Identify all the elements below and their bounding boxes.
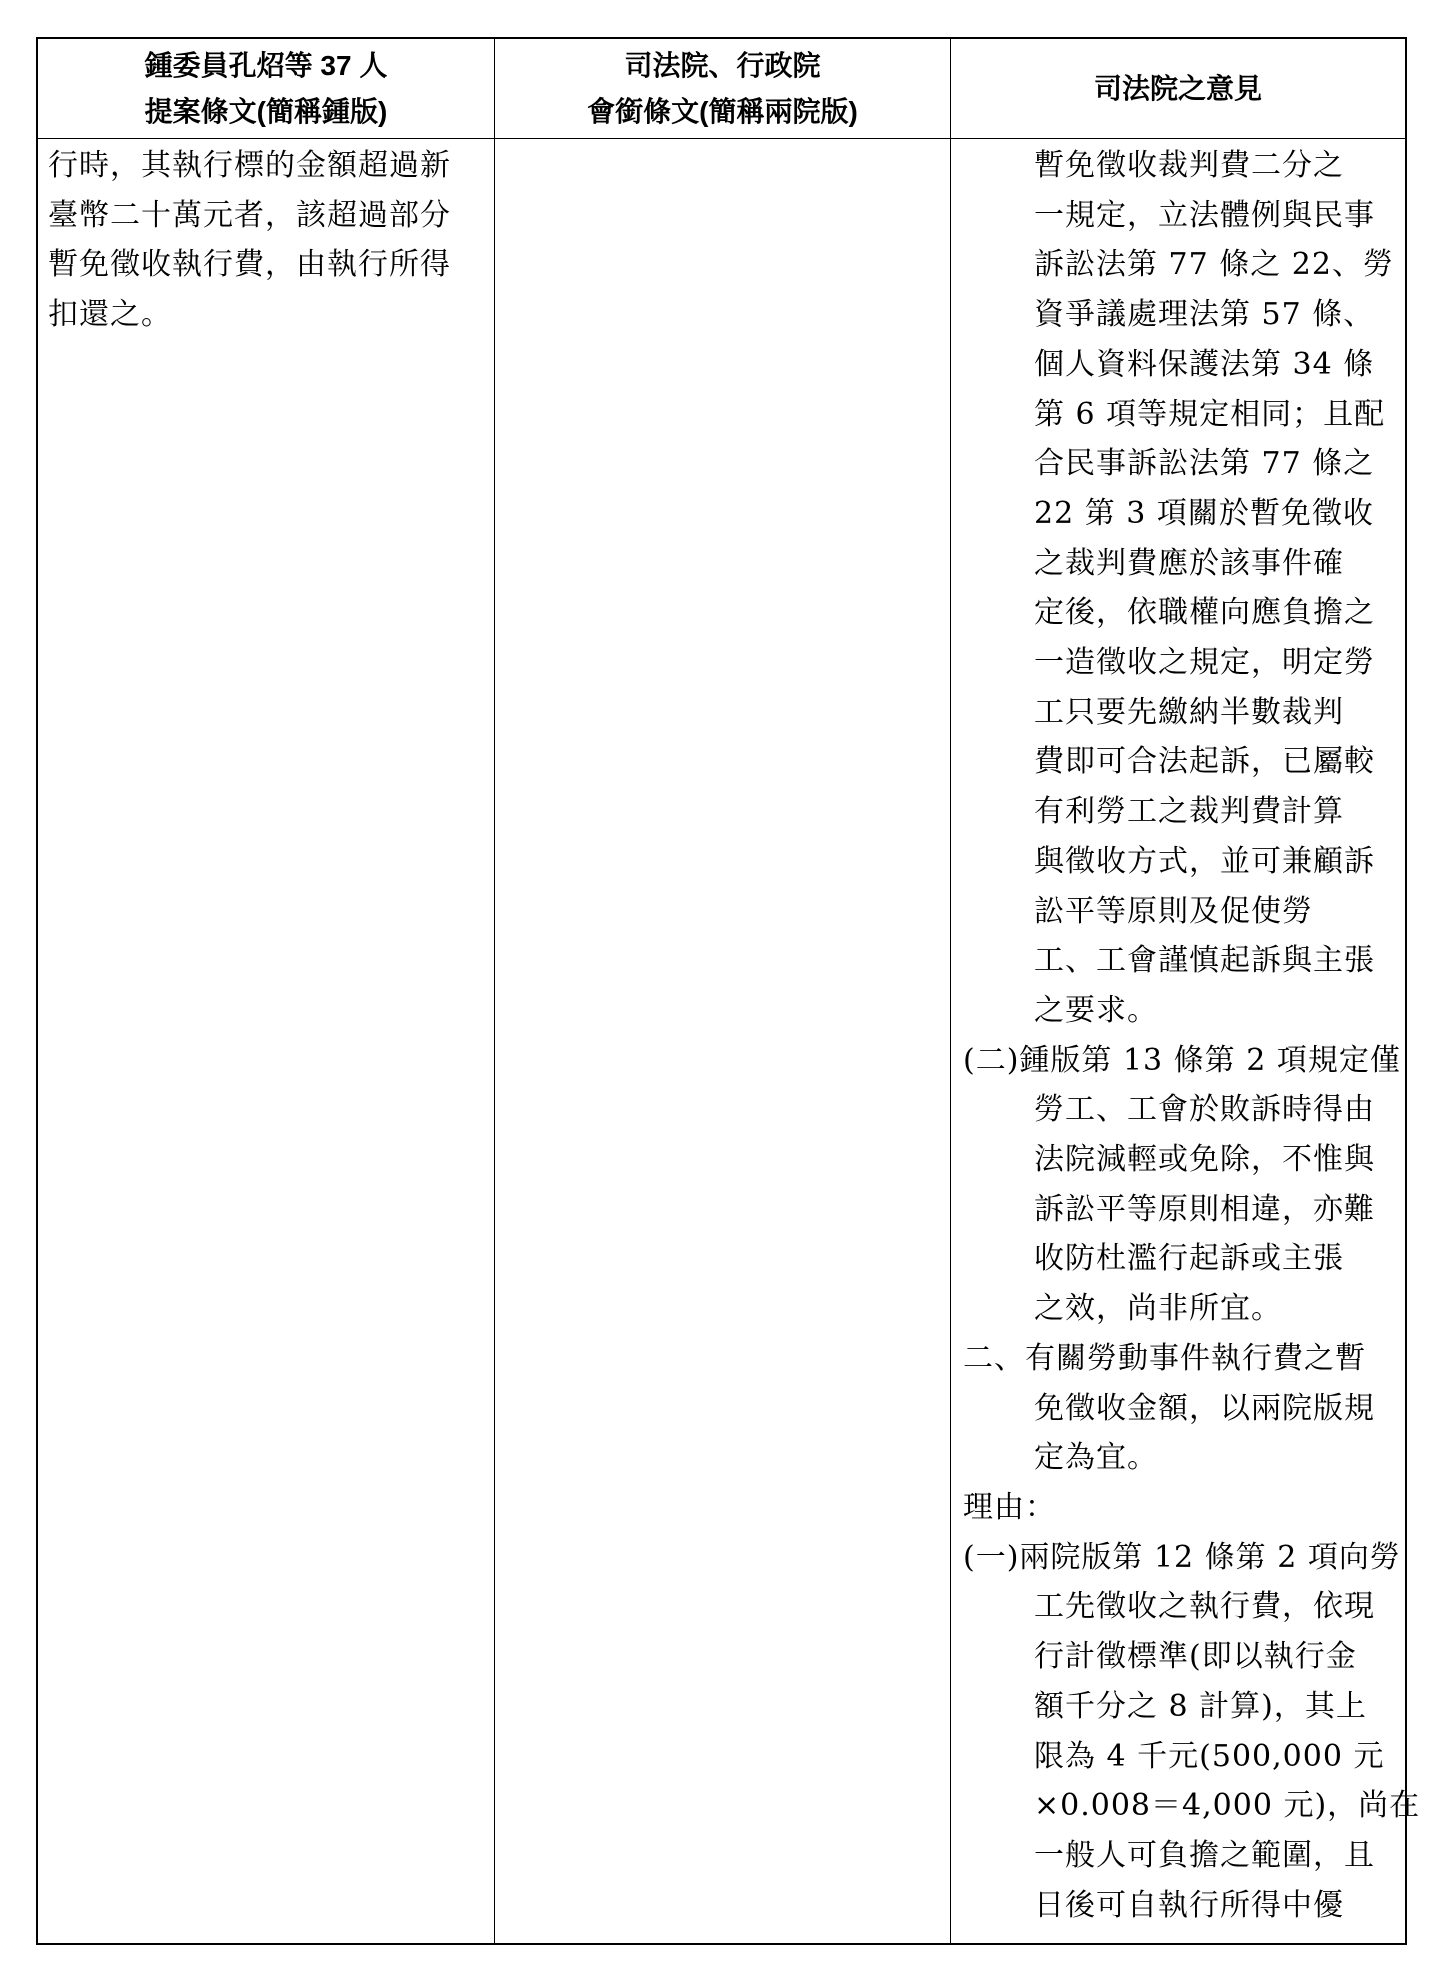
- header-two-yuan-line-1: 司法院、行政院: [624, 49, 821, 81]
- column-divider-2: [950, 39, 951, 1943]
- comparison-table: [36, 37, 1421, 1945]
- opinion-text-line: 費即可合法起訴，已屬較: [1034, 744, 1375, 780]
- opinion-text-line: 與徵收方式，並可兼顧訴: [1034, 843, 1375, 879]
- opinion-text-line: 合民事訴訟法第 77 條之: [1034, 446, 1375, 482]
- column-divider-1: [494, 39, 495, 1943]
- zhong-text-line: 行時，其執行標的金額超過新: [48, 148, 451, 183]
- opinion-text-line: 定後，依職權向應負擔之: [1034, 595, 1375, 631]
- opinion-text-line: 工只要先繳納半數裁判: [1034, 694, 1344, 730]
- opinion-text-line: 勞工、工會於敗訴時得由: [1034, 1092, 1375, 1128]
- opinion-text-line: (一)兩院版第 12 條第 2 項向勞: [963, 1539, 1401, 1575]
- opinion-text-line: 之效，尚非所宜。: [1034, 1291, 1282, 1327]
- opinion-text-line: 一規定，立法體例與民事: [1034, 197, 1375, 233]
- opinion-text-line: ×0.008＝4,000 元)，尚在: [1034, 1788, 1421, 1824]
- opinion-text-line: 訴訟法第 77 條之 22、勞: [1034, 247, 1394, 283]
- opinion-text-line: 個人資料保護法第 34 條: [1034, 346, 1375, 382]
- opinion-text-line: 二、有關勞動事件執行費之暫: [963, 1340, 1366, 1376]
- opinion-text-line: 一般人可負擔之範圍，且: [1034, 1837, 1375, 1873]
- opinion-text-line: 額千分之 8 計算)，其上: [1034, 1688, 1367, 1724]
- opinion-text-line: 日後可自執行所得中優: [1034, 1887, 1344, 1923]
- opinion-text-line: 22 第 3 項關於暫免徵收: [1034, 495, 1374, 531]
- opinion-text-line: 訴訟平等原則相違，亦難: [1034, 1191, 1375, 1227]
- zhong-text-line: 臺幣二十萬元者，該超過部分: [48, 197, 451, 233]
- opinion-text-line: 免徵收金額，以兩院版規: [1034, 1390, 1375, 1426]
- opinion-text-line: 有利勞工之裁判費計算: [1034, 794, 1344, 830]
- opinion-text-line: 行計徵標準(即以執行金: [1034, 1639, 1357, 1675]
- two-yuan-version-cell: [508, 139, 938, 1943]
- opinion-text-line: 定為宜。: [1034, 1440, 1158, 1476]
- opinion-text-line: 收防杜濫行起訴或主張: [1034, 1241, 1344, 1277]
- judicial-opinion-cell: [963, 139, 1421, 1943]
- zhong-text-line: 暫免徵收執行費，由執行所得: [48, 247, 451, 283]
- opinion-text-line: 之裁判費應於該事件確: [1034, 545, 1344, 581]
- zhong-text-line: 扣還之。: [48, 297, 172, 333]
- opinion-text-line: 工、工會謹慎起訴與主張: [1034, 943, 1375, 979]
- header-zhong-line-2: 提案條文(簡稱鍾版): [144, 95, 388, 127]
- header-zhong-line-1: 鍾委員孔炤等 37 人: [144, 49, 388, 81]
- opinion-text-line: 之要求。: [1034, 992, 1158, 1028]
- opinion-text-line: 訟平等原則及促使勞: [1034, 893, 1313, 929]
- header-two-yuan-version: [495, 39, 950, 138]
- header-zhong-version: [38, 39, 494, 138]
- opinion-text-line: 資爭議處理法第 57 條、: [1034, 297, 1375, 333]
- opinion-text-line: 限為 4 千元(500,000 元: [1034, 1738, 1385, 1774]
- opinion-text-line: 暫免徵收裁判費二分之: [1034, 148, 1344, 183]
- zhong-version-cell: [48, 139, 492, 1943]
- header-judicial-line-1: 司法院之意見: [1093, 72, 1262, 104]
- opinion-text-line: 一造徵收之規定，明定勞: [1034, 645, 1375, 681]
- opinion-text-line: 工先徵收之執行費，依現: [1034, 1589, 1375, 1625]
- opinion-text-line: 第 6 項等規定相同；且配: [1034, 396, 1386, 432]
- header-two-yuan-line-2: 會銜條文(簡稱兩院版): [587, 95, 858, 127]
- opinion-text-line: 法院減輕或免除，不惟與: [1034, 1142, 1375, 1178]
- header-judicial-opinion: [951, 39, 1405, 138]
- opinion-text-line: 理由：: [963, 1489, 1056, 1525]
- opinion-text-line: (二)鍾版第 13 條第 2 項規定僅: [963, 1042, 1401, 1078]
